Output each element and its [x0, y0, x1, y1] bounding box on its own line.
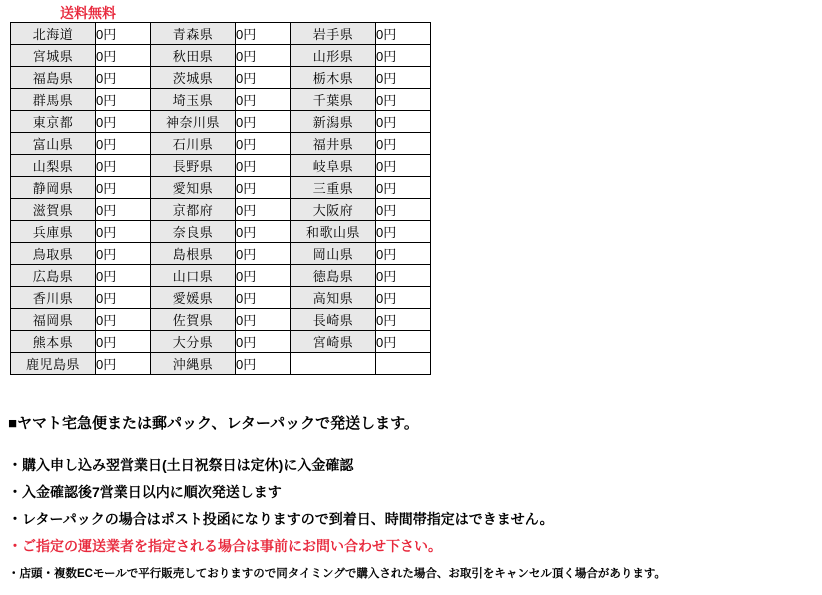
table-row [11, 111, 431, 133]
fee-cell: 0円 [96, 331, 151, 353]
fee-cell: 0円 [96, 353, 151, 375]
fee-cell: 0円 [236, 111, 291, 133]
fee-cell: 0円 [236, 353, 291, 375]
prefecture-cell: 群馬県 [11, 89, 96, 111]
fee-cell: 0円 [236, 221, 291, 243]
prefecture-cell: 神奈川県 [151, 111, 236, 133]
prefecture-cell: 茨城県 [151, 67, 236, 89]
prefecture-cell: 千葉県 [291, 89, 376, 111]
prefecture-cell: 島根県 [151, 243, 236, 265]
table-row [11, 67, 431, 89]
prefecture-cell: 福井県 [291, 133, 376, 155]
shipping-method-heading: ■ヤマト宅急便または郵パック、レターパックで発送します。 [8, 415, 419, 432]
prefecture-cell: 東京都 [11, 111, 96, 133]
table-row [11, 287, 431, 309]
table-row [11, 331, 431, 353]
fee-cell: 0円 [376, 243, 431, 265]
table-row [11, 89, 431, 111]
prefecture-cell: 愛媛県 [151, 287, 236, 309]
fee-cell: 0円 [376, 199, 431, 221]
fee-cell: 0円 [96, 111, 151, 133]
prefecture-cell: 岩手県 [291, 23, 376, 45]
fee-cell: 0円 [96, 221, 151, 243]
fee-cell: 0円 [96, 177, 151, 199]
fee-cell: 0円 [376, 221, 431, 243]
table-row [11, 353, 431, 375]
fee-cell: 0円 [236, 23, 291, 45]
fee-cell: 0円 [96, 309, 151, 331]
fee-cell: 0円 [376, 331, 431, 353]
table-row [11, 199, 431, 221]
prefecture-cell: 栃木県 [291, 67, 376, 89]
fee-cell: 0円 [236, 331, 291, 353]
empty-cell [291, 353, 376, 375]
prefecture-cell: 埼玉県 [151, 89, 236, 111]
table-row [11, 309, 431, 331]
fee-cell: 0円 [236, 199, 291, 221]
note-carrier-request: ・ご指定の運送業者を指定される場合は事前にお問い合わせ下さい。 [8, 538, 442, 554]
fee-cell: 0円 [96, 199, 151, 221]
fee-cell: 0円 [376, 67, 431, 89]
prefecture-cell: 福島県 [11, 67, 96, 89]
prefecture-cell: 鹿児島県 [11, 353, 96, 375]
fee-cell: 0円 [236, 133, 291, 155]
fee-cell: 0円 [96, 23, 151, 45]
prefecture-cell: 熊本県 [11, 331, 96, 353]
prefecture-cell: 和歌山県 [291, 221, 376, 243]
prefecture-cell: 鳥取県 [11, 243, 96, 265]
shipping-fee-table [10, 22, 431, 375]
free-shipping-banner: 送料無料 [60, 5, 116, 21]
empty-cell [376, 353, 431, 375]
prefecture-cell: 石川県 [151, 133, 236, 155]
fee-cell: 0円 [376, 133, 431, 155]
fee-cell: 0円 [236, 265, 291, 287]
table-row [11, 133, 431, 155]
prefecture-cell: 徳島県 [291, 265, 376, 287]
table-row [11, 221, 431, 243]
prefecture-cell: 京都府 [151, 199, 236, 221]
prefecture-cell: 岐阜県 [291, 155, 376, 177]
prefecture-cell: 新潟県 [291, 111, 376, 133]
table-row [11, 265, 431, 287]
prefecture-cell: 静岡県 [11, 177, 96, 199]
fee-cell: 0円 [236, 243, 291, 265]
prefecture-cell: 秋田県 [151, 45, 236, 67]
fee-cell: 0円 [376, 265, 431, 287]
fee-cell: 0円 [96, 89, 151, 111]
fee-cell: 0円 [376, 111, 431, 133]
fee-cell: 0円 [376, 45, 431, 67]
fee-cell: 0円 [96, 265, 151, 287]
fee-cell: 0円 [96, 287, 151, 309]
fee-cell: 0円 [96, 45, 151, 67]
prefecture-cell: 広島県 [11, 265, 96, 287]
fee-cell: 0円 [236, 287, 291, 309]
prefecture-cell: 奈良県 [151, 221, 236, 243]
fee-cell: 0円 [96, 67, 151, 89]
prefecture-cell: 宮城県 [11, 45, 96, 67]
fee-cell: 0円 [376, 177, 431, 199]
prefecture-cell: 香川県 [11, 287, 96, 309]
fee-cell: 0円 [236, 155, 291, 177]
note-payment-confirmation: ・購入申し込み翌営業日(土日祝祭日は定休)に入金確認 [8, 457, 354, 473]
prefecture-cell: 滋賀県 [11, 199, 96, 221]
table-row [11, 177, 431, 199]
prefecture-cell: 佐賀県 [151, 309, 236, 331]
fee-cell: 0円 [376, 155, 431, 177]
prefecture-cell: 岡山県 [291, 243, 376, 265]
fee-cell: 0円 [236, 67, 291, 89]
prefecture-cell: 愛知県 [151, 177, 236, 199]
fee-cell: 0円 [96, 133, 151, 155]
prefecture-cell: 山梨県 [11, 155, 96, 177]
prefecture-cell: 富山県 [11, 133, 96, 155]
prefecture-cell: 長野県 [151, 155, 236, 177]
table-row [11, 45, 431, 67]
table-row [11, 23, 431, 45]
fee-cell: 0円 [236, 309, 291, 331]
fee-cell: 0円 [236, 177, 291, 199]
prefecture-cell: 山口県 [151, 265, 236, 287]
prefecture-cell: 長崎県 [291, 309, 376, 331]
table-row [11, 243, 431, 265]
fee-cell: 0円 [236, 45, 291, 67]
fee-cell: 0円 [236, 89, 291, 111]
prefecture-cell: 高知県 [291, 287, 376, 309]
fee-cell: 0円 [376, 89, 431, 111]
note-parallel-sales: ・店頭・複数ECモールで平行販売しておりますので同タイミングで購入された場合、お取引をキャンセル頂く場合があります。 [8, 568, 666, 580]
prefecture-cell: 青森県 [151, 23, 236, 45]
prefecture-cell: 沖縄県 [151, 353, 236, 375]
table-body [11, 23, 431, 375]
prefecture-cell: 大分県 [151, 331, 236, 353]
prefecture-cell: 福岡県 [11, 309, 96, 331]
fee-cell: 0円 [96, 243, 151, 265]
prefecture-cell: 兵庫県 [11, 221, 96, 243]
prefecture-cell: 宮崎県 [291, 331, 376, 353]
prefecture-cell: 北海道 [11, 23, 96, 45]
table-row [11, 155, 431, 177]
fee-cell: 0円 [376, 287, 431, 309]
note-letterpack-delivery: ・レターパックの場合はポスト投函になりますので到着日、時間帯指定はできません。 [8, 511, 554, 527]
fee-cell: 0円 [376, 23, 431, 45]
fee-cell: 0円 [96, 155, 151, 177]
shipping-notes [8, 412, 814, 581]
prefecture-cell: 三重県 [291, 177, 376, 199]
fee-cell: 0円 [376, 309, 431, 331]
prefecture-cell: 山形県 [291, 45, 376, 67]
note-dispatch-period: ・入金確認後7営業日以内に順次発送します [8, 484, 282, 500]
prefecture-cell: 大阪府 [291, 199, 376, 221]
